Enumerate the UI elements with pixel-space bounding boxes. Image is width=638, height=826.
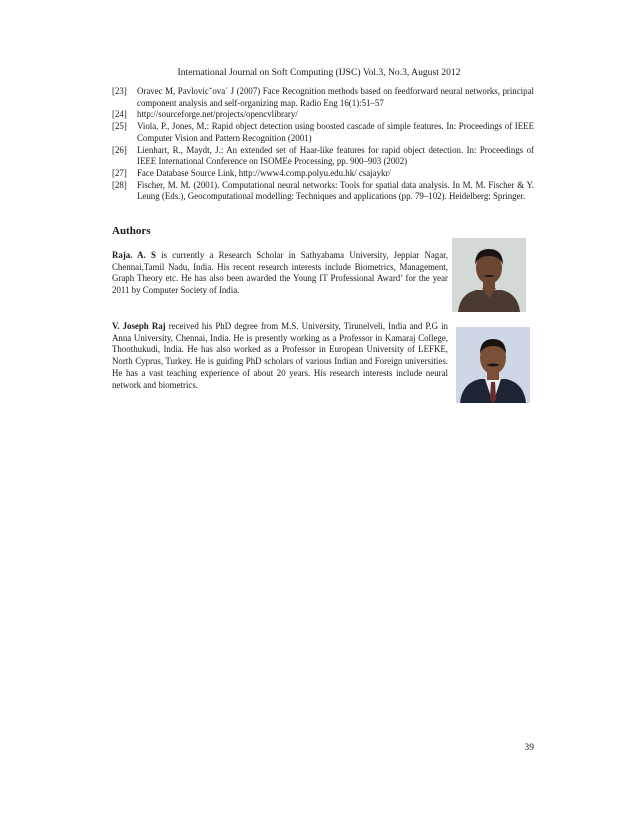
reference-number: [23] (112, 86, 127, 96)
authors-heading: Authors (112, 225, 151, 237)
author-bio-text: is currently a Research Scholar in Sathyabama University, Jeppiar Nagar, Chennai,Tamil Nadu, India. His recent research interests include Biometrics, Management, Graph Theory etc. He has also been awarded the Young IT Professional Award’ for the year 2011 by Computer Society of India. (112, 250, 448, 296)
reference-number: [24] (112, 109, 127, 120)
reference-text: Viola, P., Jones, M.: Rapid object detection using boosted cascade of simple features. In: Proceedings of IEEE Computer Vision and Pattern Recognition (2001) (137, 121, 534, 143)
reference-number: [27] (112, 167, 127, 178)
reference-text: Face Database Source Link, http://www4.comp.polyu.edu.hk/ csajaykr/ (137, 167, 391, 178)
reference-item (112, 109, 534, 121)
reference-item (112, 168, 534, 180)
reference-item (112, 180, 534, 203)
reference-number: [26] (112, 144, 127, 155)
author-photo-joseph-raj (456, 327, 530, 403)
running-header: International Journal on Soft Computing (IJSC) Vol.3, No.3, August 2012 (177, 67, 461, 78)
reference-text: http://sourceforge.net/projects/opencvlibrary/ (137, 109, 298, 120)
author-bio-raja (112, 250, 448, 297)
author-photo-raja (452, 238, 526, 312)
author-bio-text: received his PhD degree from M.S. University, Tirunelveli, India and P.G in Anna University, Chennai, India. He is presently working as a Professor in Kamaraj College, Thoothukudi, India. He has also worked as a Professor in European University of LEFKE, North Cyprus, Turkey. He is guiding PhD scholars of various Indian and Foreign universities. He has a vast teaching experience of about 20 years. His research interests include neural network and biometrics. (112, 321, 448, 390)
author-name: Raja. A. S (112, 250, 156, 260)
reference-item (112, 145, 534, 168)
portrait-figure (456, 327, 530, 403)
reference-item (112, 86, 534, 109)
reference-text: Oravec M, Pavlovicˇova´ J (2007) Face Recognition methods based on feedforward neural networks, principal component analysis and self-organizing map. Radio Eng 16(1):51–57 (137, 86, 534, 108)
reference-number: [25] (112, 121, 127, 132)
reference-list (112, 86, 534, 203)
reference-text: Fischer, M. M. (2001). Computational neural networks: Tools for spatial data analysis. In M. M. Fischer & Y. Leung (Eds.), Geocomputational modelling: Techniques and applications (pp. 79–102). Heidelberg: Springer. (137, 179, 534, 202)
reference-text: Lienhart, R., Maydt, J.: An extended set of Haar-like features for rapid object detection. In: Proceedings of IEEE International Conference on ISOMEe Processing, pp. 900–903 (2002) (137, 144, 534, 167)
portrait-figure (452, 238, 526, 312)
author-name: V. Joseph Raj (112, 321, 166, 331)
reference-item (112, 121, 534, 144)
reference-number: [28] (112, 179, 127, 190)
author-bio-joseph-raj (112, 321, 448, 391)
page-number: 39 (524, 742, 534, 753)
